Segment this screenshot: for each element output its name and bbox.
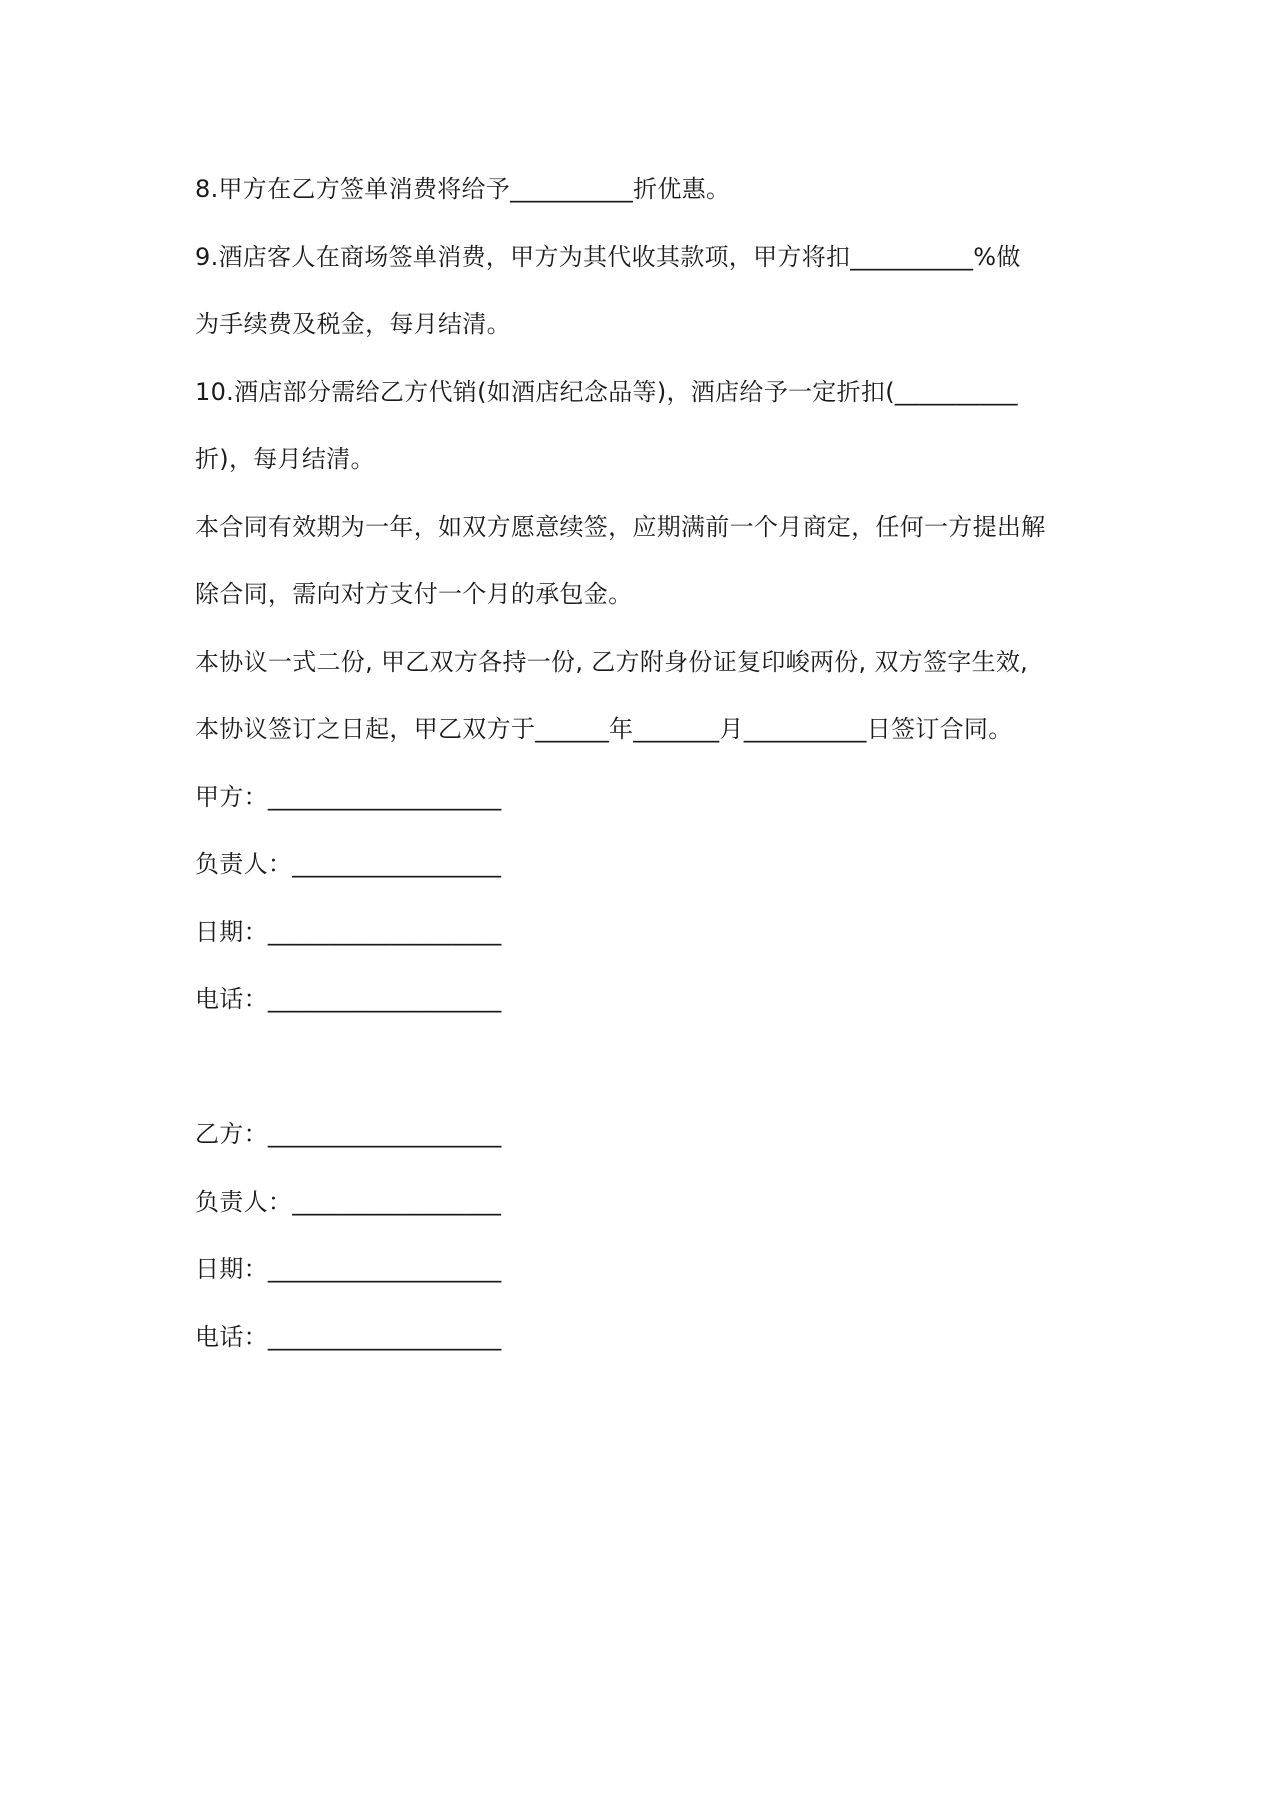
clause-10-line-2: 折)，每月结清。: [195, 445, 375, 473]
clause-8: 8.甲方在乙方签单消费将给予__________折优惠。: [195, 175, 731, 203]
party-b-phone: 电话：___________________: [195, 1323, 502, 1351]
party-b-name: 乙方：___________________: [195, 1120, 502, 1148]
party-a-manager: 负责人：_________________: [195, 850, 502, 878]
clause-9-line-1: 9.酒店客人在商场签单消费，甲方为其代收其款项，甲方将扣__________%做: [195, 243, 1021, 271]
party-b-manager: 负责人：_________________: [195, 1188, 502, 1216]
signing-date-line: 本协议签订之日起，甲乙双方于______年_______月__________日签订合同。: [195, 715, 1013, 743]
party-a-name: 甲方：___________________: [195, 783, 502, 811]
party-a-phone: 电话：___________________: [195, 985, 502, 1013]
party-a-date: 日期：___________________: [195, 918, 502, 946]
validity-line-2: 除合同，需向对方支付一个月的承包金。: [195, 580, 633, 608]
party-b-date: 日期：___________________: [195, 1255, 502, 1283]
validity-line-1: 本合同有效期为一年，如双方愿意续签，应期满前一个月商定，任何一方提出解: [195, 513, 1046, 541]
clause-9-line-2: 为手续费及税金，每月结清。: [195, 310, 511, 338]
copies-line: 本协议一式二份, 甲乙双方各持一份, 乙方附身份证复印峻两份, 双方签字生效,: [195, 648, 1029, 676]
clause-10-line-1: 10.酒店部分需给乙方代销(如酒店纪念品等)，酒店给予一定折扣(__________: [195, 378, 1018, 406]
